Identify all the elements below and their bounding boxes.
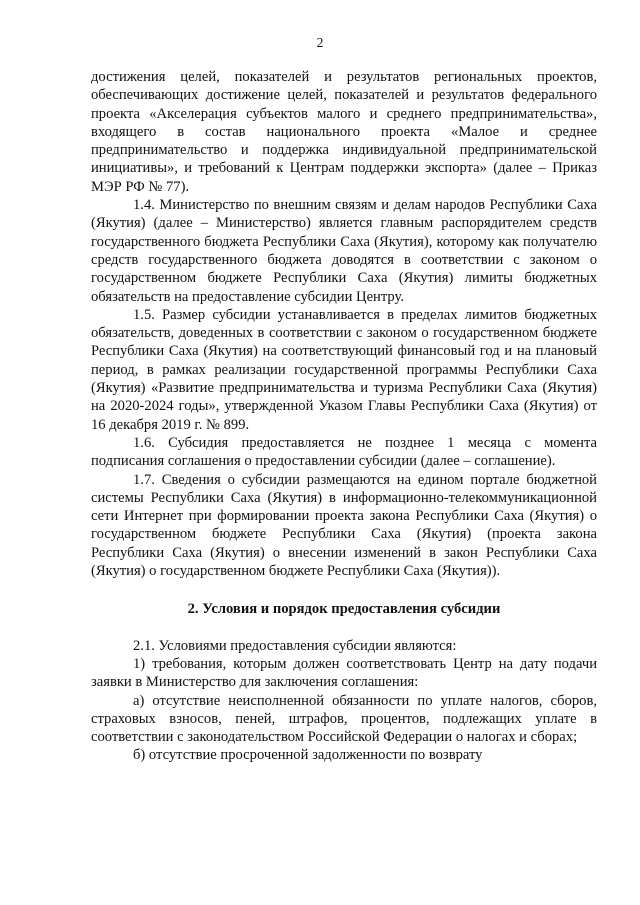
page-number: 2 bbox=[316, 35, 324, 50]
paragraph-2-1-item-a: а) отсутствие неисполненной обязанности по уплате налогов, сборов, страховых взносов, пеней, штрафов, процентов, подлежащих уплате в соответствии с законодательством Российской Федерации о налогах и сборах; bbox=[91, 692, 597, 746]
document-body bbox=[91, 68, 597, 765]
paragraph-1-7: 1.7. Сведения о субсидии размещаются на едином портале бюджетной системы Республики Саха (Якутия) в информационно-телекоммуникационной сети Интернет при формировании проекта закона Республики Саха (Якутия) о государственном бюджете Республики Саха (Якутия) (проекта закона Республики Саха (Якутия) о внесении изменений в закон Республики Саха (Якутия) о государственном бюджете Республики Саха (Якутия)). bbox=[91, 471, 597, 580]
paragraph-2-1: 2.1. Условиями предоставления субсидии являются: bbox=[133, 637, 457, 654]
paragraph-2-1-item-1: 1) требования, которым должен соответствовать Центр на дату подачи заявки в Министерство для заключения соглашения: bbox=[91, 655, 597, 691]
section-heading-2: 2. Условия и порядок предоставления субсидии bbox=[187, 601, 501, 618]
paragraph-1-6: 1.6. Субсидия предоставляется не позднее 1 месяца с момента подписания соглашения о предоставлении субсидии (далее – соглашение). bbox=[91, 434, 597, 470]
paragraph-2-1-item-b: б) отсутствие просроченной задолженности по возврату bbox=[133, 747, 483, 764]
paragraph-continuation: достижения целей, показателей и результатов региональных проектов, обеспечивающих достижение целей, показателей и результатов федерального проекта «Акселерация субъектов малого и среднего предпринимательства», входящего в состав национального проекта «Малое и среднее предпринимательство и поддержка индивидуальной предпринимательской инициативы», и требований к Центрам поддержки экспорта» (далее – Приказ МЭР РФ № 77). bbox=[91, 69, 597, 195]
paragraph-1-5: 1.5. Размер субсидии устанавливается в пределах лимитов бюджетных обязательств, доведенных в соответствии с законом о государственном бюджете Республики Саха (Якутия) на соответствующий финансовый год и на плановый период, в рамках реализации государственной программы Республики Саха (Якутия) «Развитие предпринимательства и туризма Республики Саха (Якутия) на 2020-2024 годы», утвержденной Указом Главы Республики Саха (Якутия) от 16 декабря 2019 г. № 899. bbox=[91, 306, 597, 433]
paragraph-1-4: 1.4. Министерство по внешним связям и делам народов Республики Саха (Якутия) (далее – Министерство) является главным распорядителем средств государственного бюджета Республики Саха (Якутия), которому как получателю средств государственного бюджета доводятся в соответствии с законом о государственном бюджете Республики Саха (Якутия) лимиты бюджетных обязательств на предоставление субсидии Центру. bbox=[91, 197, 597, 305]
